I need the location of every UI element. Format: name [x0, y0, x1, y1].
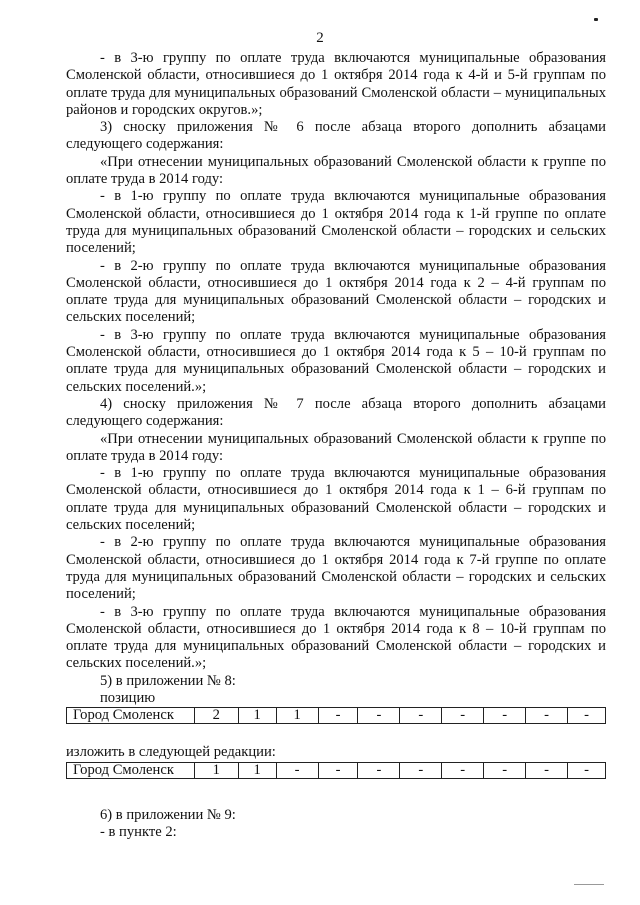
- paragraph: - в 2-ю группу по оплате труда включаются муниципальные образования Смоленской области, относившиеся до 1 октября 2014 года к 7-й группе по оплате труда для муниципальных образований Смоленской области – городских и сельских поселений;: [66, 534, 606, 603]
- table-cell: -: [358, 762, 400, 778]
- table-row: [67, 708, 606, 724]
- table-cell-name: Город Смоленск: [67, 708, 195, 724]
- table-cell: -: [358, 708, 400, 724]
- paragraph: - в 1-ю группу по оплате труда включаются муниципальные образования Смоленской области, относившиеся до 1 октября 2014 года к 1 – 6-й группам по оплате труда для муниципальных образований Смоленской области – городских и сельских поселений;: [66, 465, 606, 534]
- scan-mark: [594, 18, 598, 21]
- document-body: [66, 50, 606, 841]
- table-cell: -: [276, 762, 318, 778]
- point-2-label: - в пункте 2:: [100, 823, 177, 840]
- table-cell: -: [442, 762, 484, 778]
- table-cell: -: [442, 708, 484, 724]
- edit-label: изложить в следующей редакции:: [66, 744, 276, 761]
- position-table-old: [66, 707, 606, 724]
- table-cell: -: [568, 708, 606, 724]
- paragraph: - в 3-ю группу по оплате труда включаются муниципальные образования Смоленской области, относившиеся до 1 октября 2014 года к 4-й и 5-й группам по оплате труда для муниципальных образований Смоленской области – муниципальных районов и городских округов.»;: [66, 50, 606, 118]
- table-cell: -: [400, 708, 442, 724]
- table-cell: -: [318, 708, 358, 724]
- paragraph: - в 1-ю группу по оплате труда включаются муниципальные образования Смоленской области, относившиеся до 1 октября 2014 года к 1-й группе по оплате труда для муниципальных образований Смоленской области – городских и сельских поселений;: [66, 188, 606, 257]
- paragraph: 3) сноску приложения № 6 после абзаца второго дополнить абзацами следующего содержания:: [66, 119, 606, 153]
- table-cell: 1: [194, 762, 238, 778]
- table-row: [67, 762, 606, 778]
- table-cell: 1: [238, 708, 276, 724]
- table-cell: 1: [276, 708, 318, 724]
- paragraph: 4) сноску приложения № 7 после абзаца второго дополнить абзацами следующего содержания:: [66, 395, 606, 430]
- table-cell: -: [318, 762, 358, 778]
- position-table-new: [66, 762, 606, 779]
- scan-mark-footer: [574, 884, 604, 885]
- paragraph: - в 2-ю группу по оплате труда включаются муниципальные образования Смоленской области, относившиеся до 1 октября 2014 года к 2 – 4-й группам по оплате труда для муниципальных образований Смоленской области – городских и сельских поселений;: [66, 257, 606, 326]
- position-label: позицию: [100, 689, 156, 706]
- paragraph: «При отнесении муниципальных образований Смоленской области к группе по оплате труда в 2014 году:: [66, 430, 606, 464]
- table-cell: -: [568, 762, 606, 778]
- page-number: 2: [316, 30, 324, 46]
- table-cell-name: Город Смоленск: [67, 762, 195, 778]
- table-cell: -: [484, 708, 526, 724]
- paragraph: - в 3-ю группу по оплате труда включаются муниципальные образования Смоленской области, относившиеся до 1 октября 2014 года к 8 – 10-й группам по оплате труда для муниципальных образований Смоленской области – городских и сельских поселений.»;: [66, 603, 606, 672]
- table-cell: 1: [238, 762, 276, 778]
- appendix-8-label: 5) в приложении № 8:: [100, 672, 236, 689]
- spacer: [66, 724, 606, 744]
- table-cell: -: [526, 762, 568, 778]
- table-cell: -: [526, 708, 568, 724]
- paragraph: «При отнесении муниципальных образований Смоленской области к группе по оплате труда в 2014 году:: [66, 153, 606, 188]
- appendix-9-label: 6) в приложении № 9:: [100, 806, 236, 823]
- spacer: [66, 779, 606, 807]
- paragraph: - в 3-ю группу по оплате труда включаются муниципальные образования Смоленской области, относившиеся до 1 октября 2014 года к 5 – 10-й группам по оплате труда для муниципальных образований Смоленской области – городских и сельских поселений.»;: [66, 326, 606, 395]
- table-cell: 2: [194, 708, 238, 724]
- table-cell: -: [484, 762, 526, 778]
- table-cell: -: [400, 762, 442, 778]
